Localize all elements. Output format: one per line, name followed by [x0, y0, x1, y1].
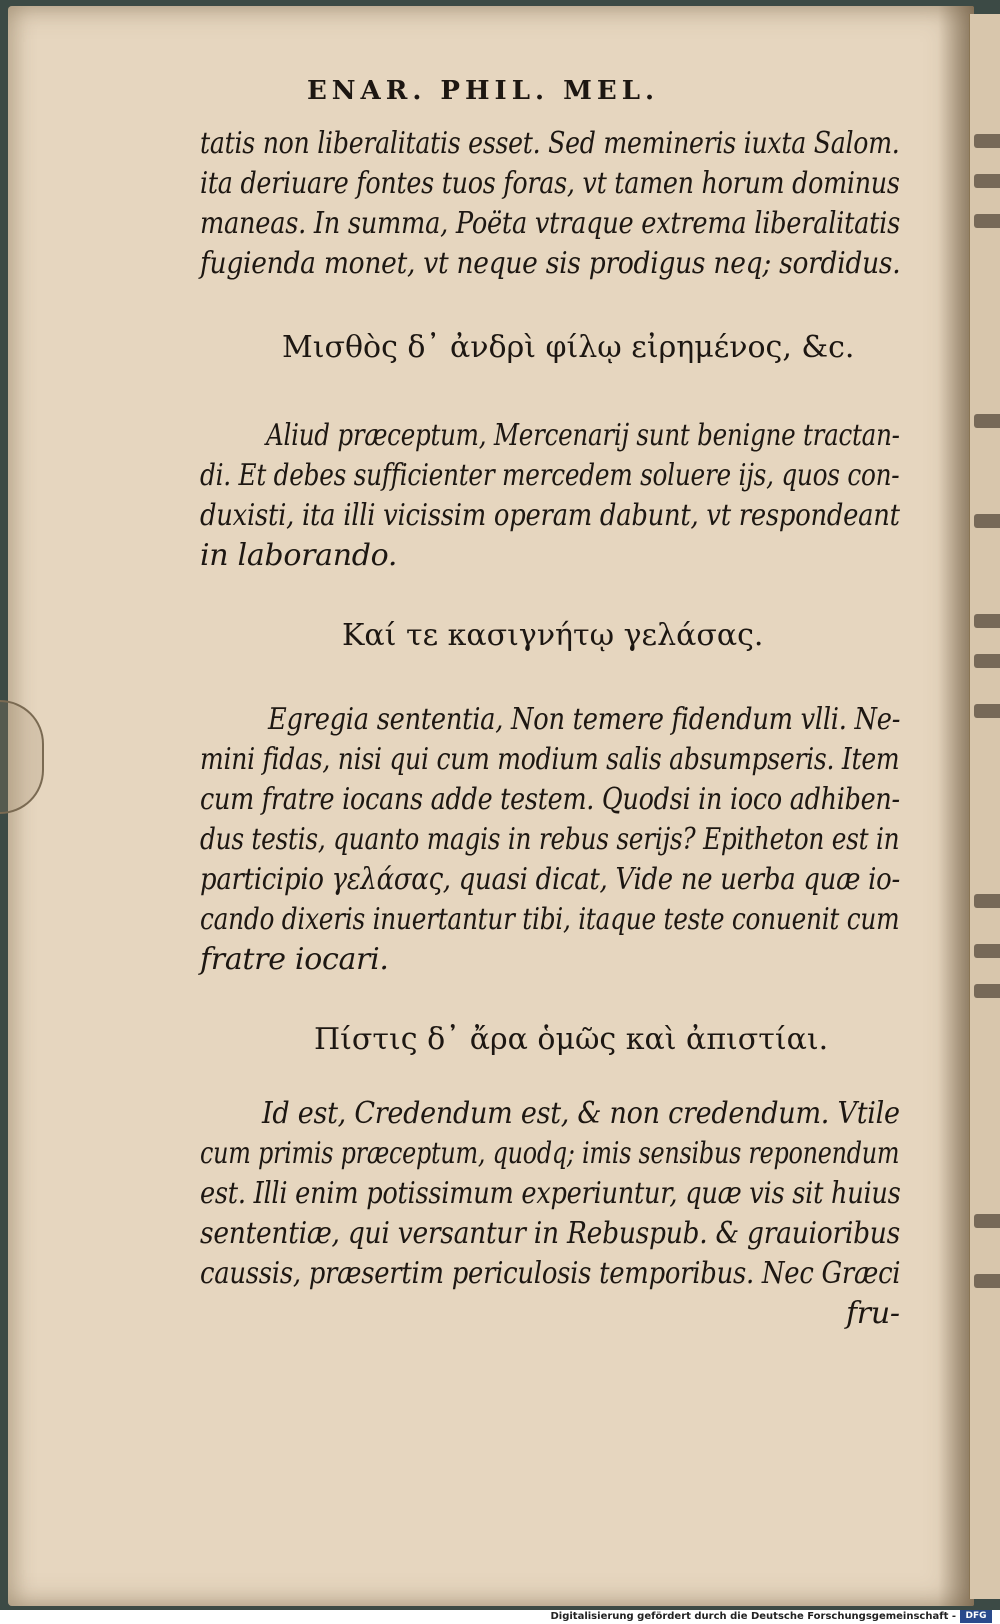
- dfg-logo: DFG: [960, 1610, 992, 1623]
- greek-heading: Καί τε κασιγνήτῳ γελάσας.: [342, 618, 764, 653]
- text-line: ita deriuare fontes tuos foras, vt tamen horum dominus: [200, 166, 900, 201]
- text-line: sententiæ, qui versantur in Rebuspub. & grauioribus: [200, 1216, 900, 1251]
- next-page-edge: [969, 14, 1000, 1599]
- text-line: maneas. In summa, Poëta vtraque extrema liberalitatis: [200, 206, 901, 241]
- catchword: fru-: [846, 1296, 900, 1331]
- text-line: fratre iocari.: [200, 942, 389, 977]
- text-line: caussis, præsertim periculosis temporibus. Nec Græci: [200, 1256, 901, 1291]
- text-line: participio γελάσας, quasi dicat, Vide ne uerba quæ io-: [200, 862, 900, 897]
- text-line: cum primis præceptum, quodq; imis sensibus reponendum: [200, 1136, 900, 1171]
- text-line: Aliud præceptum, Mercenarij sunt benigne tractan-: [266, 418, 900, 453]
- digitization-credit: Digitalisierung gefördert durch die Deutsche Forschungsgemeinschaft -: [550, 1611, 956, 1622]
- text-line: est. Illi enim potissimum experiuntur, quæ vis sit huius: [200, 1176, 901, 1211]
- running-header: ENAR. PHIL. MEL.: [306, 76, 660, 106]
- text-line: di. Et debes sufficienter mercedem soluere ijs, quos con-: [200, 458, 900, 493]
- text-line: cando dixeris inuertantur tibi, itaque teste conuenit cum: [200, 902, 900, 937]
- text-line: tatis non liberalitatis esset. Sed memineris iuxta Salom.: [200, 126, 900, 161]
- greek-heading: Πίστις δ᾽ ἄρα ὁμῶς καὶ ἀπιστίαι.: [314, 1022, 829, 1057]
- text-line: fugienda monet, vt neque sis prodigus neq; sordidus.: [200, 246, 901, 281]
- text-line: in laborando.: [200, 538, 398, 573]
- text-line: duxisti, ita illi vicissim operam dabunt, vt respondeant: [200, 498, 900, 533]
- text-line: mini fidas, nisi qui cum modium salis absumpseris. Item: [200, 742, 900, 777]
- text-line: cum fratre iocans adde testem. Quodsi in ioco adhiben-: [200, 782, 900, 817]
- text-line: dus testis, quanto magis in rebus serijs? Epitheton est in: [200, 822, 900, 857]
- greek-heading: Μισθὸς δ᾽ ἀνδρὶ φίλῳ εἰρημένος, &c.: [282, 330, 855, 365]
- text-line: Egregia sententia, Non temere fidendum vlli. Ne-: [268, 702, 901, 737]
- text-line: Id est, Credendum est, & non credendum. Vtile: [262, 1096, 900, 1131]
